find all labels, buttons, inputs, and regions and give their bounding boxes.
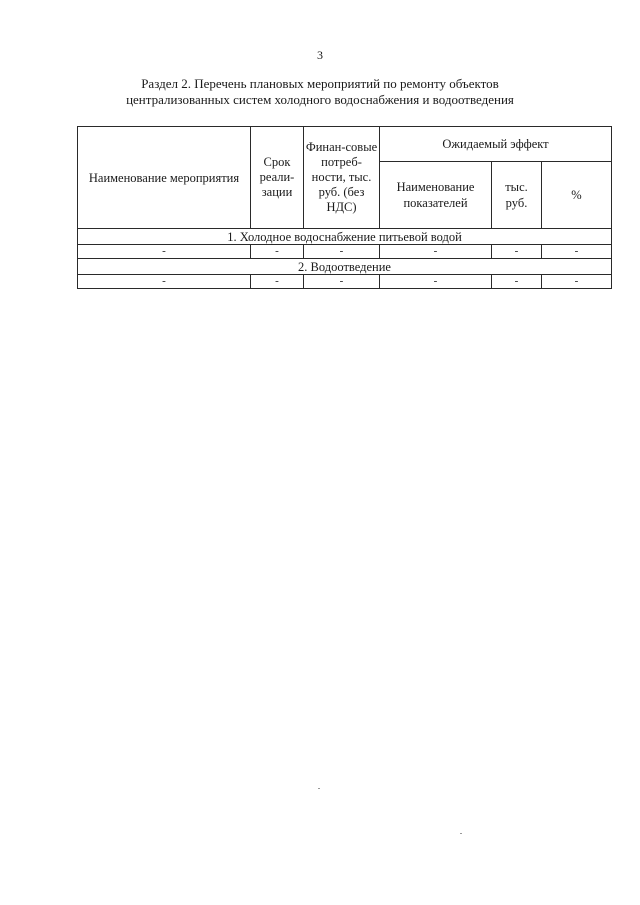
cell-thousand-rub: - xyxy=(492,275,542,289)
section-row-sewerage xyxy=(78,259,612,275)
table-row xyxy=(78,245,612,259)
cell-percent: - xyxy=(542,275,612,289)
cell-term: - xyxy=(251,275,304,289)
section-title-cold-water: 1. Холодное водоснабжение питьевой водой xyxy=(78,229,612,245)
cell-percent: - xyxy=(542,245,612,259)
cell-thousand-rub: - xyxy=(492,245,542,259)
header-name: Наименование мероприятия xyxy=(78,127,251,229)
table-row xyxy=(78,275,612,289)
header-percent: % xyxy=(542,162,612,229)
title-line-1: Раздел 2. Перечень плановых мероприятий по ремонту объектов xyxy=(141,76,499,91)
measures-table xyxy=(77,126,612,289)
cell-name: - xyxy=(78,245,251,259)
header-term: Срок реали-зации xyxy=(251,127,304,229)
page-number: 3 xyxy=(317,48,323,62)
header-row-1 xyxy=(78,127,612,162)
cell-finance: - xyxy=(304,245,380,259)
cell-finance: - xyxy=(304,275,380,289)
section-title-sewerage: 2. Водоотведение xyxy=(78,259,612,275)
header-indicators: Наименование показателей xyxy=(380,162,492,229)
scan-speck xyxy=(318,788,320,789)
title-line-2: централизованных систем холодного водоснабжения и водоотведения xyxy=(126,92,514,107)
cell-name: - xyxy=(78,275,251,289)
section-title xyxy=(60,76,580,108)
header-expected-effect: Ожидаемый эффект xyxy=(380,127,612,162)
cell-indicators: - xyxy=(380,245,492,259)
section-row-cold-water xyxy=(78,229,612,245)
header-thousand-rub: тыс. руб. xyxy=(492,162,542,229)
cell-term: - xyxy=(251,245,304,259)
scan-speck xyxy=(460,833,462,834)
cell-indicators: - xyxy=(380,275,492,289)
header-finance: Финан-совые потреб-ности, тыс. руб. (без НДС) xyxy=(304,127,380,229)
